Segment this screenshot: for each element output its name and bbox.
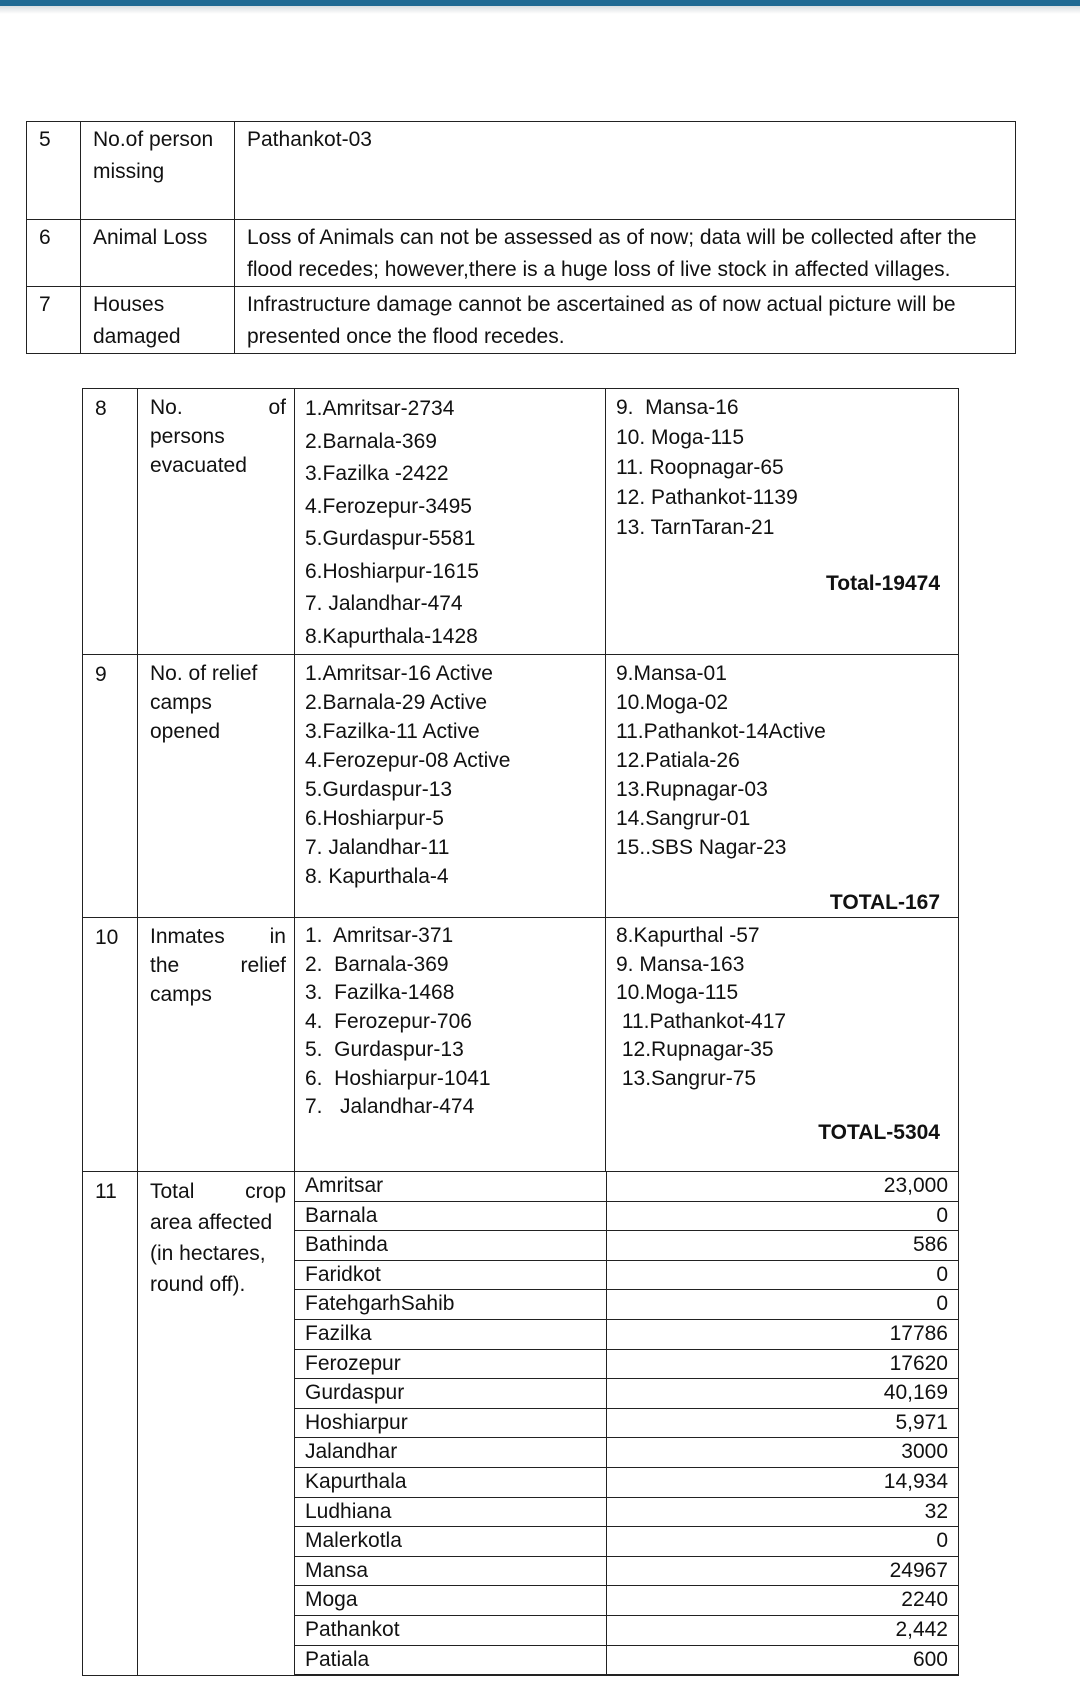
list-item: 2. Barnala-369 bbox=[305, 952, 449, 976]
list-item: 8.Kapurthala-1428 bbox=[305, 624, 478, 648]
table-row bbox=[295, 1527, 958, 1557]
table-row bbox=[295, 1172, 958, 1201]
crop-area-value: 17620 bbox=[606, 1349, 958, 1379]
district-list bbox=[606, 655, 959, 918]
district-name: Patiala bbox=[295, 1645, 606, 1675]
district-list bbox=[606, 389, 959, 655]
list-item: 7. Jalandhar-11 bbox=[305, 836, 450, 859]
table-row bbox=[27, 122, 1016, 220]
table-row bbox=[295, 1408, 958, 1438]
list-item: 12. Pathankot-1139 bbox=[616, 486, 798, 509]
row-label: Animal Loss bbox=[81, 220, 235, 287]
serial-number: 11 bbox=[83, 1172, 138, 1676]
table-row bbox=[295, 1467, 958, 1497]
list-item: 5. Gurdaspur-13 bbox=[305, 1038, 464, 1061]
list-item: 3. Fazilka-1468 bbox=[305, 981, 455, 1004]
crop-area-value: 0 bbox=[606, 1527, 958, 1557]
crop-area-value: 586 bbox=[606, 1231, 958, 1261]
district-name: Ludhiana bbox=[295, 1497, 606, 1527]
district-name: Ferozepur bbox=[295, 1349, 606, 1379]
district-name: FatehgarhSahib bbox=[295, 1290, 606, 1320]
crop-area-value: 32 bbox=[606, 1497, 958, 1527]
list-item: 12.Rupnagar-35 bbox=[616, 1038, 774, 1061]
list-item: 13.Sangrur-75 bbox=[616, 1066, 757, 1090]
list-item: 1.Amritsar-2734 bbox=[305, 397, 455, 420]
district-name: Amritsar bbox=[295, 1172, 606, 1201]
label-word: crop bbox=[245, 1180, 286, 1203]
list-item: 7. Jalandhar-474 bbox=[305, 592, 463, 615]
list-item: 3.Fazilka-11 Active bbox=[305, 720, 480, 743]
table-row bbox=[295, 1201, 958, 1231]
row-label bbox=[138, 918, 295, 1172]
district-name: Hoshiarpur bbox=[295, 1408, 606, 1438]
crop-area-value: 0 bbox=[606, 1290, 958, 1320]
list-item: 5.Gurdaspur-13 bbox=[305, 778, 453, 801]
list-item: 9. Mansa-16 bbox=[616, 396, 739, 419]
row-value: Infrastructure damage cannot be ascertained as of now actual picture will be presented once the flood recedes. bbox=[235, 287, 1016, 354]
row-value: Pathankot-03 bbox=[235, 122, 1016, 220]
district-name: Gurdaspur bbox=[295, 1379, 606, 1409]
list-item: 2.Barnala-369 bbox=[305, 429, 437, 453]
total-value: TOTAL-5304 bbox=[818, 1121, 940, 1144]
crop-area-value: 17786 bbox=[606, 1319, 958, 1349]
list-item: 14.Sangrur-01 bbox=[616, 807, 751, 830]
table-row bbox=[295, 1290, 958, 1320]
list-item: 11.Pathankot-417 bbox=[616, 1009, 787, 1033]
list-item: 2.Barnala-29 Active bbox=[305, 691, 488, 714]
district-list bbox=[606, 918, 959, 1172]
total-value: Total-19474 bbox=[826, 572, 940, 595]
label-word: No. bbox=[150, 396, 183, 419]
label-word: Inmates bbox=[150, 925, 225, 948]
crop-area-value: 3000 bbox=[606, 1438, 958, 1468]
status-table-top bbox=[26, 121, 1016, 354]
status-table-main bbox=[82, 388, 959, 1676]
district-name: Mansa bbox=[295, 1556, 606, 1586]
district-name: Fazilka bbox=[295, 1319, 606, 1349]
header-shadow bbox=[0, 6, 1080, 14]
crop-area-value: 0 bbox=[606, 1260, 958, 1290]
district-list bbox=[295, 389, 606, 655]
district-list bbox=[295, 655, 606, 918]
table-row bbox=[295, 1586, 958, 1616]
serial-number: 10 bbox=[83, 918, 138, 1172]
list-item: 5.Gurdaspur-5581 bbox=[305, 527, 476, 550]
district-list bbox=[295, 918, 606, 1172]
crop-area-table bbox=[295, 1172, 958, 1675]
list-item: 3.Fazilka -2422 bbox=[305, 462, 449, 485]
district-name: Jalandhar bbox=[295, 1438, 606, 1468]
table-row bbox=[83, 1172, 959, 1676]
table-row bbox=[295, 1231, 958, 1261]
table-row bbox=[27, 220, 1016, 287]
table-row bbox=[83, 918, 959, 1172]
crop-area-value: 2,442 bbox=[606, 1615, 958, 1645]
list-item: 13.Rupnagar-03 bbox=[616, 778, 768, 801]
list-item: 6. Hoshiarpur-1041 bbox=[305, 1066, 491, 1090]
list-item: 8. Kapurthala-4 bbox=[305, 865, 449, 888]
district-name: Kapurthala bbox=[295, 1467, 606, 1497]
list-item: 1. Amritsar-371 bbox=[305, 924, 454, 947]
table-row bbox=[295, 1438, 958, 1468]
table-row bbox=[295, 1260, 958, 1290]
table-row bbox=[295, 1379, 958, 1409]
table-row bbox=[295, 1645, 958, 1675]
crop-area-value: 24967 bbox=[606, 1556, 958, 1586]
serial-number: 8 bbox=[83, 389, 138, 655]
table-row bbox=[295, 1615, 958, 1645]
list-item: 11. Roopnagar-65 bbox=[616, 456, 784, 479]
table-row bbox=[295, 1497, 958, 1527]
label-word: relief bbox=[240, 954, 286, 977]
row-label bbox=[138, 389, 295, 655]
label-word: of bbox=[268, 396, 286, 419]
crop-area-value: 5,971 bbox=[606, 1408, 958, 1438]
serial-number: 6 bbox=[27, 220, 81, 287]
table-row bbox=[83, 655, 959, 918]
list-item: 8.Kapurthal -57 bbox=[616, 924, 760, 947]
crop-area-cell bbox=[295, 1172, 959, 1676]
crop-area-value: 2240 bbox=[606, 1586, 958, 1616]
list-item: 9.Mansa-01 bbox=[616, 662, 727, 685]
row-label bbox=[138, 1172, 295, 1676]
list-item: 13. TarnTaran-21 bbox=[616, 516, 775, 539]
label-word: Total bbox=[150, 1180, 195, 1203]
crop-area-value: 0 bbox=[606, 1201, 958, 1231]
crop-area-value: 14,934 bbox=[606, 1467, 958, 1497]
label-word: camps bbox=[150, 983, 212, 1006]
list-item: 11.Pathankot-14Active bbox=[616, 720, 826, 743]
list-item: 4.Ferozepur-3495 bbox=[305, 494, 472, 518]
list-item: 12.Patiala-26 bbox=[616, 749, 740, 772]
total-value: TOTAL-167 bbox=[829, 891, 940, 914]
crop-area-value: 23,000 bbox=[606, 1172, 958, 1201]
crop-area-value: 600 bbox=[606, 1645, 958, 1675]
list-item: 10.Moga-02 bbox=[616, 691, 729, 714]
list-item: 1.Amritsar-16 Active bbox=[305, 662, 493, 685]
row-value: Loss of Animals can not be assessed as of now; data will be collected after the flood recedes; however,there is a huge loss of live stock in affected villages. bbox=[235, 220, 1016, 287]
crop-area-value: 40,169 bbox=[606, 1379, 958, 1409]
table-row bbox=[295, 1349, 958, 1379]
district-name: Pathankot bbox=[295, 1615, 606, 1645]
serial-number: 7 bbox=[27, 287, 81, 354]
list-item: 4. Ferozepur-706 bbox=[305, 1009, 472, 1033]
table-row bbox=[295, 1319, 958, 1349]
row-label: No. of relief camps opened bbox=[138, 655, 295, 918]
table-row bbox=[83, 389, 959, 655]
district-name: Malerkotla bbox=[295, 1527, 606, 1557]
list-item: 9. Mansa-163 bbox=[616, 952, 745, 976]
list-item: 10. Moga-115 bbox=[616, 426, 745, 449]
list-item: 10.Moga-115 bbox=[616, 981, 739, 1004]
table-row bbox=[295, 1556, 958, 1586]
serial-number: 5 bbox=[27, 122, 81, 220]
district-name: Moga bbox=[295, 1586, 606, 1616]
label-word: in bbox=[269, 925, 286, 948]
list-item: 6.Hoshiarpur-1615 bbox=[305, 559, 479, 583]
serial-number: 9 bbox=[83, 655, 138, 918]
list-item: 15..SBS Nagar-23 bbox=[616, 836, 787, 859]
list-item: 6.Hoshiarpur-5 bbox=[305, 807, 444, 830]
label-rest: area affected (in hectares, round off). bbox=[150, 1211, 273, 1296]
row-label: Houses damaged bbox=[81, 287, 235, 354]
list-item: 7. Jalandhar-474 bbox=[305, 1095, 475, 1118]
district-name: Faridkot bbox=[295, 1260, 606, 1290]
label-word: the bbox=[150, 954, 180, 977]
label-rest: persons evacuated bbox=[150, 425, 247, 477]
row-label: No.of person missing bbox=[81, 122, 235, 220]
list-item: 4.Ferozepur-08 Active bbox=[305, 749, 511, 772]
district-name: Bathinda bbox=[295, 1231, 606, 1261]
district-name: Barnala bbox=[295, 1201, 606, 1231]
table-row bbox=[27, 287, 1016, 354]
